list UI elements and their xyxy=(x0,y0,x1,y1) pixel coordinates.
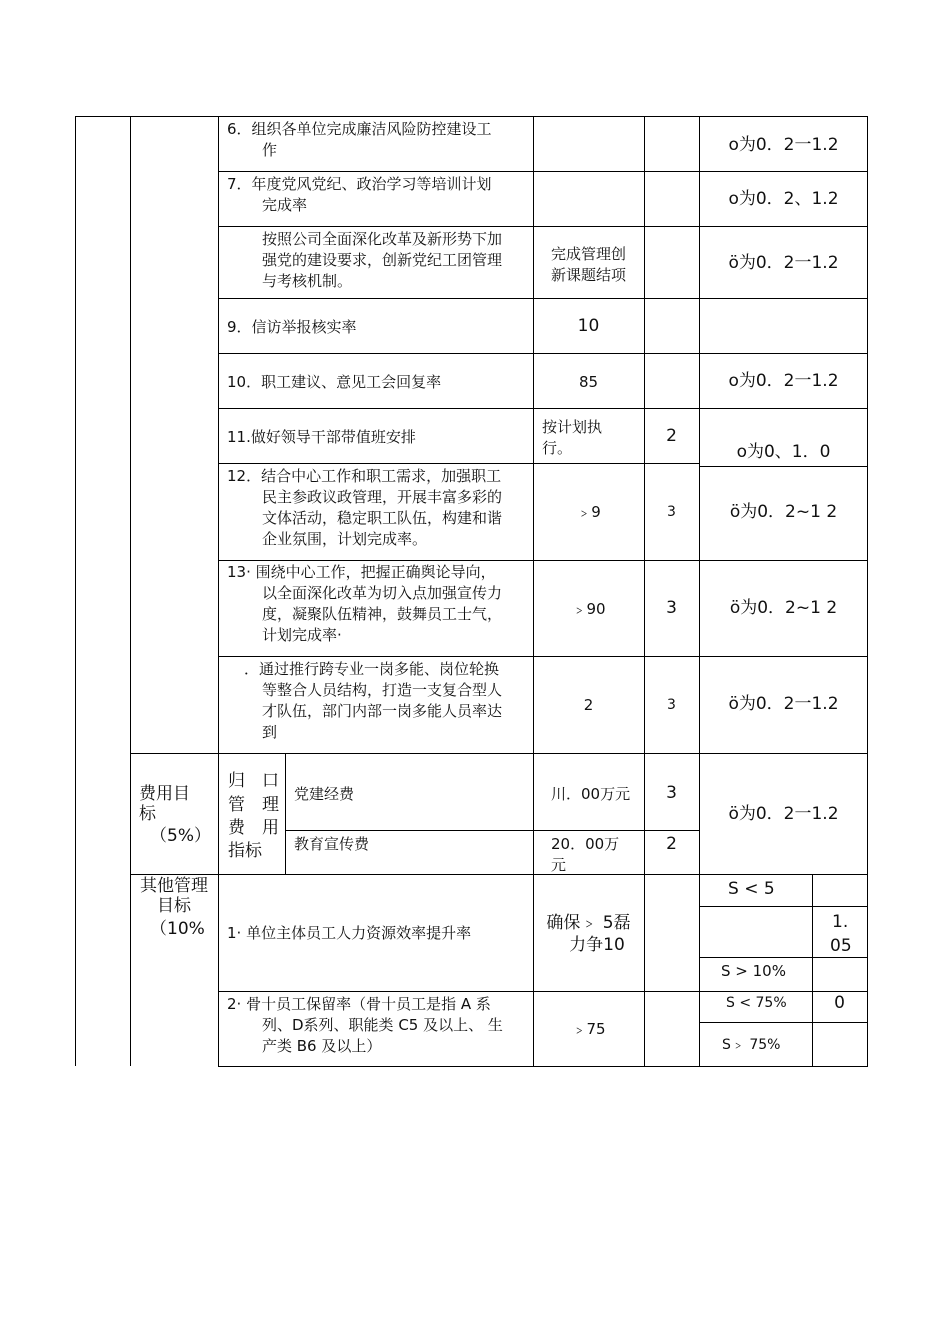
row-weight: 2 xyxy=(666,426,677,446)
row-item-text: 度，凝聚队伍精神，鼓舞员工士气， xyxy=(262,605,503,623)
other-category: 其他管理 xyxy=(140,876,208,896)
row-score: o为0．2一1.2 xyxy=(728,371,839,391)
row-item-text: 到 xyxy=(262,723,278,741)
row-item-text: 与考核机制。 xyxy=(262,272,353,290)
row-item-text: 才队伍，部门内部一岗多能人员率达 xyxy=(262,702,503,720)
other-item-name: 列、D系列、职能类 C5 及以上、 生 xyxy=(262,1016,503,1034)
row-item-text: 11.做好领导干部带值班安排 xyxy=(227,428,416,446)
row-score: o为0．2一1.2 xyxy=(728,135,839,155)
cost-item-target: 20．00万 xyxy=(551,835,620,853)
row-target: ﹥90 xyxy=(571,600,606,618)
row-score: ö为0．2一1.2 xyxy=(728,694,839,714)
row-item-text: 完成率 xyxy=(262,196,308,214)
row-score: ö为0．2一1.2 xyxy=(728,253,839,273)
row-target: 85 xyxy=(578,373,599,391)
row-target: ﹥9 xyxy=(576,503,601,521)
row-target: 10 xyxy=(577,316,600,336)
other-item-name: 2· 骨十员工保留率（骨十员工是指 A 系 xyxy=(227,995,491,1013)
row-item-text: 12．结合中心工作和职工需求，加强职工 xyxy=(227,467,502,485)
other-item-target: ﹥75 xyxy=(571,1020,606,1038)
row-score: o为0、1．0 xyxy=(736,442,831,462)
row-item-text: 7．年度党风党纪、政治学习等培训计划 xyxy=(227,175,492,193)
other-value: 1. xyxy=(832,912,849,932)
cost-score: ö为0．2一1.2 xyxy=(728,804,839,824)
cost-percent: （5%） xyxy=(150,826,211,846)
other-condition: S < 5 xyxy=(728,879,775,899)
cost-item-name: 教育宣传费 xyxy=(294,835,370,853)
row-item-text: 10．职工建议、意见工会回复率 xyxy=(227,373,442,391)
row-item-text: 9．信访举报核实率 xyxy=(227,318,357,336)
other-item-name: 产类 B6 及以上） xyxy=(262,1037,382,1055)
cost-sub-label: 归 口 xyxy=(228,771,279,791)
row-target: 新课题结项 xyxy=(550,266,626,284)
row-weight: 3 xyxy=(667,504,676,520)
row-item-text: 计划完成率· xyxy=(262,626,342,644)
row-score: o为0．2、1.2 xyxy=(728,189,839,209)
other-condition: S > 10% xyxy=(721,962,786,980)
other-item-target: 力争10 xyxy=(569,935,625,955)
row-target: 行。 xyxy=(542,439,573,457)
row-item-text: 以全面深化改革为切入点加强宣传力 xyxy=(262,584,503,602)
row-item-text: 13· 围绕中心工作，把握正确舆论导向， xyxy=(227,563,496,581)
row-target: 完成管理创 xyxy=(550,245,626,263)
cost-sub-label: 管 理 xyxy=(228,795,279,815)
row-item-text: 民主参政议政管理，开展丰富多彩的 xyxy=(262,488,503,506)
other-item-name: 1· 单位主体员工人力资源效率提升率 xyxy=(227,924,472,942)
cost-item-target: 川．00万元 xyxy=(551,785,631,803)
other-item-target: 确保﹥ 5磊 xyxy=(546,913,631,933)
row-item-text: 等整合人员结构，打造一支复合型人 xyxy=(262,681,503,699)
cost-item-name: 党建经费 xyxy=(294,785,355,803)
row-score: ö为0．2~1 2 xyxy=(729,598,838,618)
row-item-text: 按照公司全面深化改革及新形势下加 xyxy=(262,230,503,248)
row-weight: 3 xyxy=(666,598,677,618)
row-target: 按计划执 xyxy=(542,418,603,436)
other-condition: S﹥ 75% xyxy=(722,1037,781,1053)
cost-sub-label: 费 用 xyxy=(228,818,279,838)
row-item-text: 文体活动，稳定职工队伍，构建和谐 xyxy=(262,509,503,527)
other-category: （10% xyxy=(150,919,205,939)
other-condition: S < 75% xyxy=(726,995,787,1011)
other-value: 0 xyxy=(834,993,845,1013)
row-score: ö为0．2~1 2 xyxy=(729,502,838,522)
cost-category: 费用目 xyxy=(139,784,190,804)
other-category: 目标 xyxy=(157,896,191,916)
cost-item-weight: 2 xyxy=(666,834,677,854)
row-target: 2 xyxy=(583,696,594,714)
row-item-text: 6．组织各单位完成廉洁风险防控建设工 xyxy=(227,120,492,138)
cost-category: 标 xyxy=(139,804,156,824)
row-item-text: 企业氛围，计划完成率。 xyxy=(262,530,428,548)
row-item-text: ．通过推行跨专业一岗多能、岗位轮换 xyxy=(244,660,500,678)
cost-item-target: 元 xyxy=(551,856,567,874)
row-item-text: 作 xyxy=(262,141,278,159)
row-item-text: 强党的建设要求，创新党纪工团管理 xyxy=(262,251,503,269)
cost-sub-label: 指标 xyxy=(228,841,262,861)
cost-item-weight: 3 xyxy=(666,783,677,803)
other-value: 05 xyxy=(830,936,852,956)
row-weight: 3 xyxy=(667,697,676,713)
